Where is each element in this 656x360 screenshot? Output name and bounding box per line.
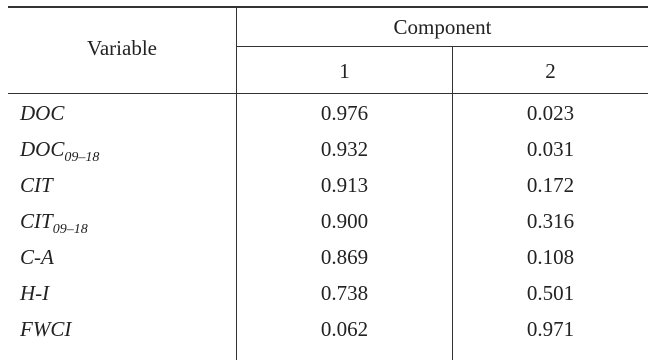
variable-name (20, 175, 53, 196)
component-1-value: 0.062 (320, 317, 369, 341)
component-2-value: 0.023 (526, 101, 575, 125)
variable-label: C-A (20, 245, 54, 269)
component-header: Component (393, 15, 492, 39)
variable-label: FWCI (20, 317, 72, 341)
variable-label: CIT (20, 209, 53, 233)
variable-subscript: 09–18 (64, 150, 100, 165)
component-1-value: 0.932 (320, 137, 369, 161)
header-bottom-rule (8, 93, 648, 94)
component-underline (236, 46, 648, 47)
component-2-value: 0.172 (526, 173, 575, 197)
variable-subscript: 09–18 (52, 222, 88, 237)
variable-name (20, 103, 64, 124)
variable-name (20, 247, 54, 268)
variable-name (20, 209, 88, 237)
variable-label: CIT (20, 173, 53, 197)
variable-label: H-I (20, 281, 50, 305)
table-top-rule (8, 6, 648, 8)
component-1-value: 0.900 (320, 209, 369, 233)
component-2-value: 0.108 (526, 245, 575, 269)
component-2-header: 2 (545, 59, 556, 83)
variable-name (20, 283, 49, 304)
variable-label: DOC (20, 137, 65, 161)
component-1-value: 0.738 (320, 281, 369, 305)
component-2-value: 0.501 (526, 281, 575, 305)
component-2-value: 0.316 (526, 209, 575, 233)
variable-header: Variable (87, 36, 157, 60)
component-1-value: 0.976 (320, 101, 369, 125)
component-1-value: 0.869 (320, 245, 369, 269)
variable-name (20, 319, 71, 340)
component-2-value: 0.031 (526, 137, 575, 161)
component-1-header: 1 (339, 59, 350, 83)
variable-name (20, 137, 100, 165)
variable-label: DOC (20, 101, 65, 125)
component-1-value: 0.913 (320, 173, 369, 197)
component-2-value: 0.971 (526, 317, 575, 341)
